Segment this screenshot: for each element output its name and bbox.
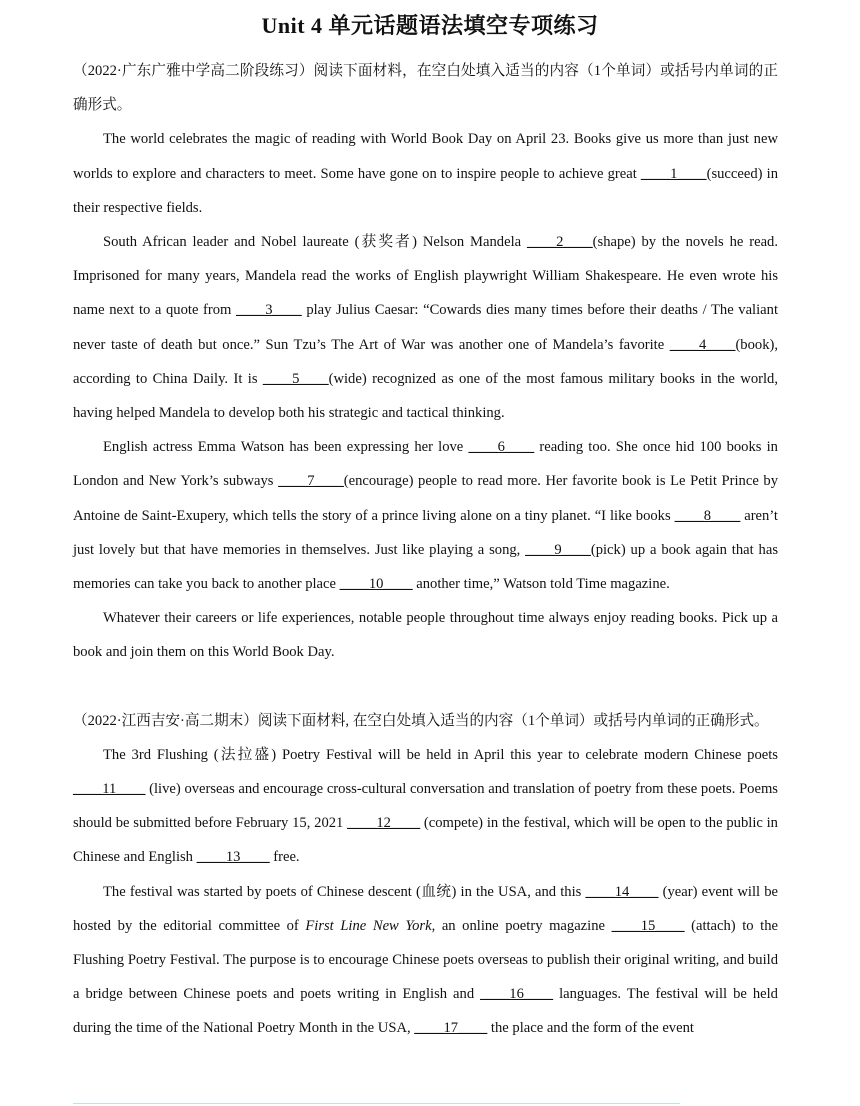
footer-divider [73, 1103, 680, 1104]
answer-blank: ____14____ [585, 883, 659, 900]
text-run: South African leader and Nobel laureate (获奖者) Nelson Mandela [103, 234, 527, 251]
text-run: (shape) by the novels he read. Imprisoned for many years, Mandela read the works of English playwright William Shakespeare. He even wrote his name next to a quote from [73, 234, 779, 319]
text-run: (attach) to the Flushing Poetry Festival. The purpose is to encourage Chinese poets overseas to publish their original writing, and build a bridge between Chinese poets and poets writing in English and [73, 917, 778, 1003]
text-run: (book), according to China Daily. It is [73, 336, 778, 387]
answer-blank: ____7____ [278, 473, 344, 490]
text-run: (encourage) people to read more. Her favorite book is Le Petit Prince by Antoine de Saint-Exupery, which tells the story of a prince living alone on a tiny planet. “I like books [73, 473, 779, 524]
text-run: play Julius Caesar: “Cowards dies many times before their deaths / The valiant never taste of death but once.” Sun Tzu’s The Art of War was another one of Mandela’s favorite [73, 302, 778, 353]
section1-paragraph-4 [73, 601, 778, 669]
text-run: (compete) in the festival, which will be open to the public in Chinese and English [73, 815, 778, 866]
text-run: (wide) recognized as one of the most famous military books in the world, having helped Mandela to develop both his strategic and tactical thinking. [73, 370, 778, 422]
section1-instructions: （2022·广东广雅中学高二阶段练习）阅读下面材料，在空白处填入适当的内容（1个单词）或括号内单词的正确形式。 [73, 63, 778, 114]
answer-blank: ____4____ [669, 336, 736, 353]
answer-blank: ____1____ [640, 165, 707, 182]
answer-blank: ____2____ [526, 234, 593, 251]
text-run: The world celebrates the magic of reading with World Book Day on April 23. Books give us more than just new worlds to explore and characters to meet. Some have gone on to inspire people to achieve great [73, 131, 778, 182]
document-body [73, 54, 778, 1046]
section-spacer [73, 670, 778, 704]
section1-paragraph-2 [73, 225, 778, 430]
text-run: The festival was started by poets of Chinese descent (血统) in the USA, and this [103, 883, 586, 900]
text-run: (live) overseas and encourage cross-cultural conversation and translation of poetry from these poets. Poems should be submitted before February 15, 2021 [73, 781, 778, 832]
answer-blank: ____13____ [196, 849, 270, 866]
text-run: the place and the form of the event [487, 1020, 694, 1037]
answer-blank: ____5____ [262, 370, 329, 387]
page-title: Unit 4 单元话题语法填空专项练习 [261, 13, 599, 38]
section1-paragraph-3 [73, 430, 778, 601]
text-run: The 3rd Flushing (法拉盛) Poetry Festival will be held in April this year to celebrate modern Chinese poets [103, 746, 778, 763]
section2-instructions: （2022·江西吉安·高二期末）阅读下面材料, 在空白处填入适当的内容（1个单词）或括号内单词的正确形式。 [73, 712, 769, 729]
text-run: languages. The festival will be held during the time of the National Poetry Month in the USA, [73, 986, 778, 1037]
text-run: free. [269, 849, 300, 866]
section2-paragraph-1 [73, 738, 778, 875]
text-run: , an online poetry magazine [431, 917, 612, 934]
text-run: (succeed) in their respective fields. [73, 165, 779, 216]
answer-blank: ____15____ [611, 917, 685, 934]
answer-blank: ____11____ [73, 781, 146, 798]
text-run: another time,” Watson told Time magazine. [412, 576, 670, 593]
text-run: reading too. She once hid 100 books in London and New York’s subways [73, 439, 778, 490]
text-run: (pick) up a book again that has memories can take you back to another place [73, 541, 778, 593]
answer-blank: ____6____ [468, 439, 535, 456]
answer-blank: ____10____ [339, 576, 413, 593]
answer-blank: ____12____ [347, 815, 421, 832]
text-run: English actress Emma Watson has been expressing her love [103, 439, 469, 456]
section2-paragraph-2 [73, 875, 778, 1046]
answer-blank: ____9____ [525, 541, 591, 558]
answer-blank: ____16____ [480, 986, 554, 1003]
italic-text: First Line New York [305, 917, 432, 934]
answer-blank: ____17____ [414, 1020, 488, 1037]
section1-paragraph-1 [73, 122, 778, 225]
text-run: Whatever their careers or life experiences, notable people throughout time always enjoy reading books. Pick up a book and join them on this World Book Day. [73, 610, 778, 661]
text-run: aren’t just lovely but that have memories in themselves. Just like playing a song, [73, 507, 778, 558]
text-run: (year) event will be hosted by the editorial committee of [73, 883, 778, 934]
answer-blank: ____8____ [674, 507, 741, 524]
answer-blank: ____3____ [236, 302, 302, 319]
